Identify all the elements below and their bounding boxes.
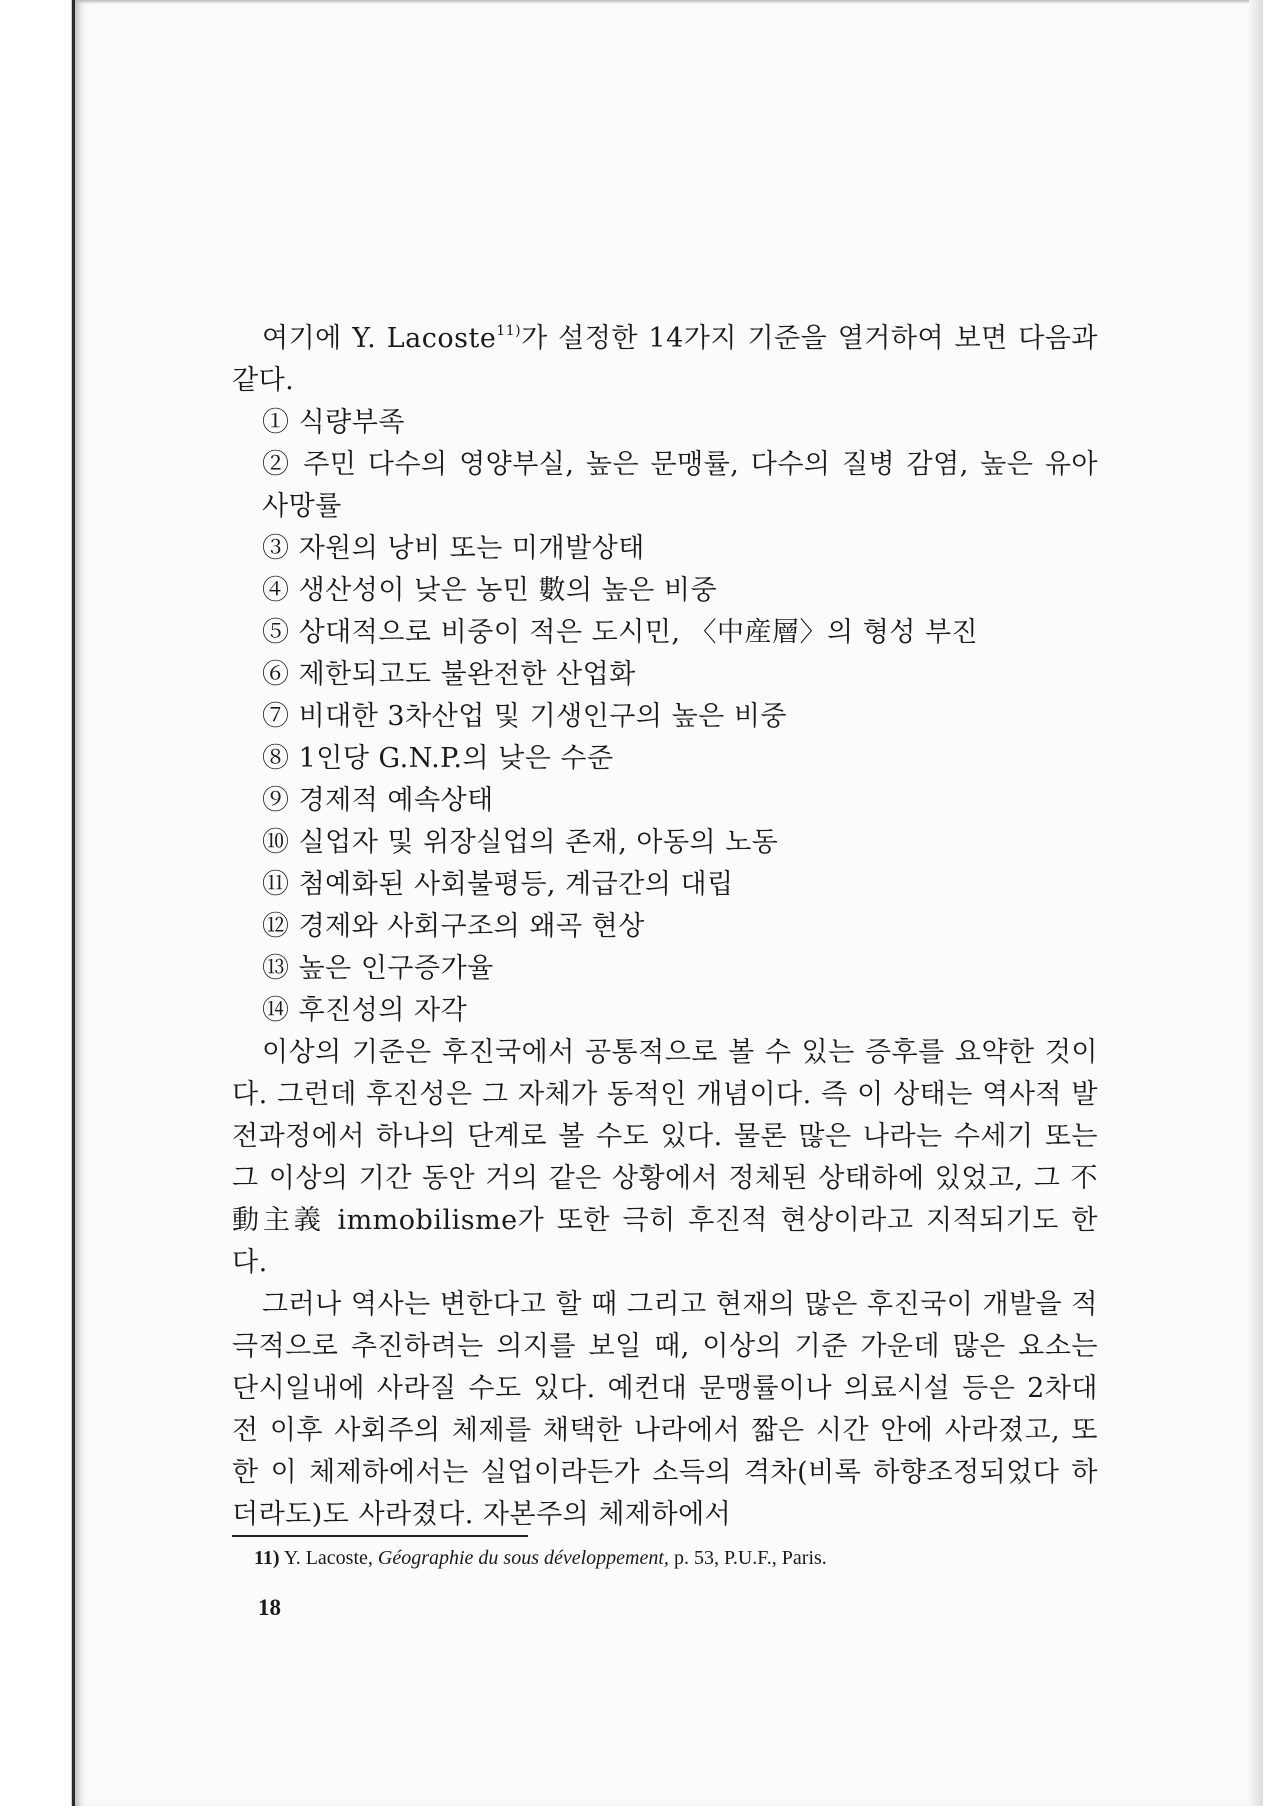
author-name: Y. Lacoste <box>352 323 497 354</box>
criteria-item: ⑭ 후진성의 자각 <box>262 995 468 1026</box>
criteria-item: ⑪ 첨예화된 사회불평등, 계급간의 대립 <box>262 869 734 900</box>
criteria-item: ③ 자원의 낭비 또는 미개발상태 <box>262 533 645 564</box>
footnote <box>254 1544 1098 1572</box>
criteria-item: ⑥ 제한되고도 불완전한 산업화 <box>262 659 636 690</box>
footnote-reference: 11) <box>496 323 522 339</box>
criteria-item: ⑧ 1인당 G.N.P.의 낮은 수준 <box>262 743 614 774</box>
body-text <box>232 318 1098 1536</box>
body-paragraph: 그러나 역사는 변한다고 할 때 그리고 현재의 많은 후진국이 개발을 적극적으로 추진하려는 의지를 보일 때, 이상의 기준 가운데 많은 요소는 단시일내에 사라질 수도 있다. 예컨대 문맹률이나 의료시설 등은 2차대전 이후 사회주의 체제를 채택한 나라에서 짧은 시간 안에 사라졌고, 또한 이 체제하에서는 실업이라든가 소득의 격차(비록 하향조정되었다 하더라도)도 사라졌다. 자본주의 체제하에서 <box>232 1289 1098 1530</box>
page-number: 18 <box>258 1595 281 1620</box>
criteria-item: ⑨ 경제적 예속상태 <box>262 785 494 816</box>
criteria-item: ⑫ 경제와 사회구조의 왜곡 현상 <box>262 911 645 942</box>
intro-before-name: 여기에 <box>262 323 353 354</box>
criteria-item: ⑬ 높은 인구증가율 <box>262 953 494 984</box>
criteria-item: ⑩ 실업자 및 위장실업의 존재, 아동의 노동 <box>262 827 779 858</box>
footnote-author: Y. Lacoste, <box>283 1547 373 1569</box>
criteria-item: ⑦ 비대한 3차산업 및 기생인구의 높은 비중 <box>262 701 787 732</box>
page-right-edge <box>1249 0 1263 1806</box>
footnote-number: 11) <box>254 1547 280 1569</box>
criteria-item: ④ 생산성이 낮은 농민 數의 높은 비중 <box>262 575 718 606</box>
body-paragraph: 이상의 기준은 후진국에서 공통적으로 볼 수 있는 증후를 요약한 것이다. 그런데 후진성은 그 자체가 동적인 개념이다. 즉 이 상태는 역사적 발전과정에서 하나의 단계로 볼 수도 있다. 물론 많은 나라는 수세기 또는 그 이상의 기간 동안 거의 같은 상황에서 정체된 상태하에 있었고, 그 不動主義 immobilisme가 또한 극히 후진적 현상이라고 지적되기도 한다. <box>232 1037 1098 1278</box>
page-top-shadow <box>75 0 1263 4</box>
criteria-item: ① 식량부족 <box>262 407 405 438</box>
criteria-item: ⑤ 상대적으로 비중이 적은 도시민, 〈中産層〉의 형성 부진 <box>262 617 979 648</box>
footnote-title: Géographie du sous développement, <box>377 1547 669 1569</box>
criteria-item: ② 주민 다수의 영양부실, 높은 문맹률, 다수의 질병 감염, 높은 유아사망률 <box>262 449 1098 522</box>
intro-paragraph <box>232 318 1098 402</box>
intro-after-name: 가 설정한 14가지 기준을 열거하여 보면 다음과 같다. <box>232 323 1098 396</box>
footnote-details: p. 53, P.U.F., Paris. <box>673 1547 827 1569</box>
footnote-divider <box>232 1535 528 1537</box>
criteria-list <box>232 402 1098 1032</box>
